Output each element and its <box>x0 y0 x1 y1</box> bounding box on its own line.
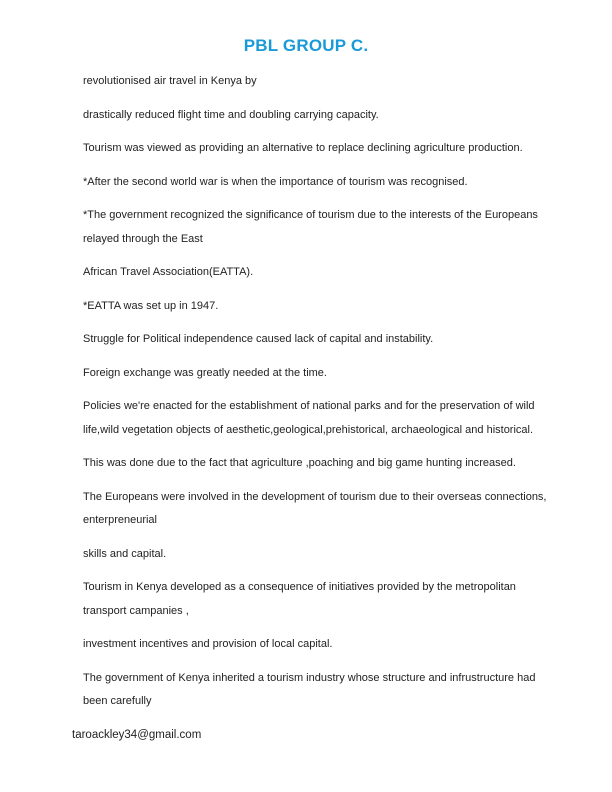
paragraph-5: *The government recognized the significance of tourism due to the interests of the Europeans relayed through the East <box>83 209 538 245</box>
paragraph-12: The Europeans were involved in the development of tourism due to their overseas connections, enterpreneurial <box>83 490 547 526</box>
paragraph-6: African Travel Association(EATTA). <box>83 266 254 278</box>
paragraph-11: This was done due to the fact that agriculture ,poaching and big game hunting increased. <box>83 457 516 469</box>
paragraph-9: Foreign exchange was greatly needed at the time. <box>83 366 327 379</box>
footer-email: taroackley34@gmail.com <box>72 729 202 741</box>
paragraph-14: Tourism in Kenya developed as a consequence of initiatives provided by the metropolitan transport campanies , <box>83 581 516 617</box>
paragraph-2: drastically reduced flight time and doubling carrying capacity. <box>83 108 379 121</box>
paragraph-1: revolutionised air travel in Kenya by <box>83 75 257 87</box>
paragraph-13: skills and capital. <box>83 547 167 560</box>
paragraph-16: The government of Kenya inherited a tourism industry whose structure and infrustructure had been carefully <box>83 671 536 707</box>
paragraph-15: investment incentives and provision of local capital. <box>83 638 333 650</box>
page-title: PBL GROUP C. <box>243 36 369 55</box>
paragraph-8: Struggle for Political independence caused lack of capital and instability. <box>83 333 434 345</box>
paragraph-3: Tourism was viewed as providing an alternative to replace declining agriculture production. <box>83 142 523 154</box>
document-body <box>83 70 553 724</box>
paragraph-10: Policies we're enacted for the establishment of national parks and for the preservation of wild life,wild vegetation objects of aesthetic,geological,prehistorical, archaeological and historical. <box>83 400 535 436</box>
paragraph-7: *EATTA was set up in 1947. <box>83 299 219 312</box>
paragraph-4: *After the second world war is when the importance of tourism was recognised. <box>83 175 468 188</box>
